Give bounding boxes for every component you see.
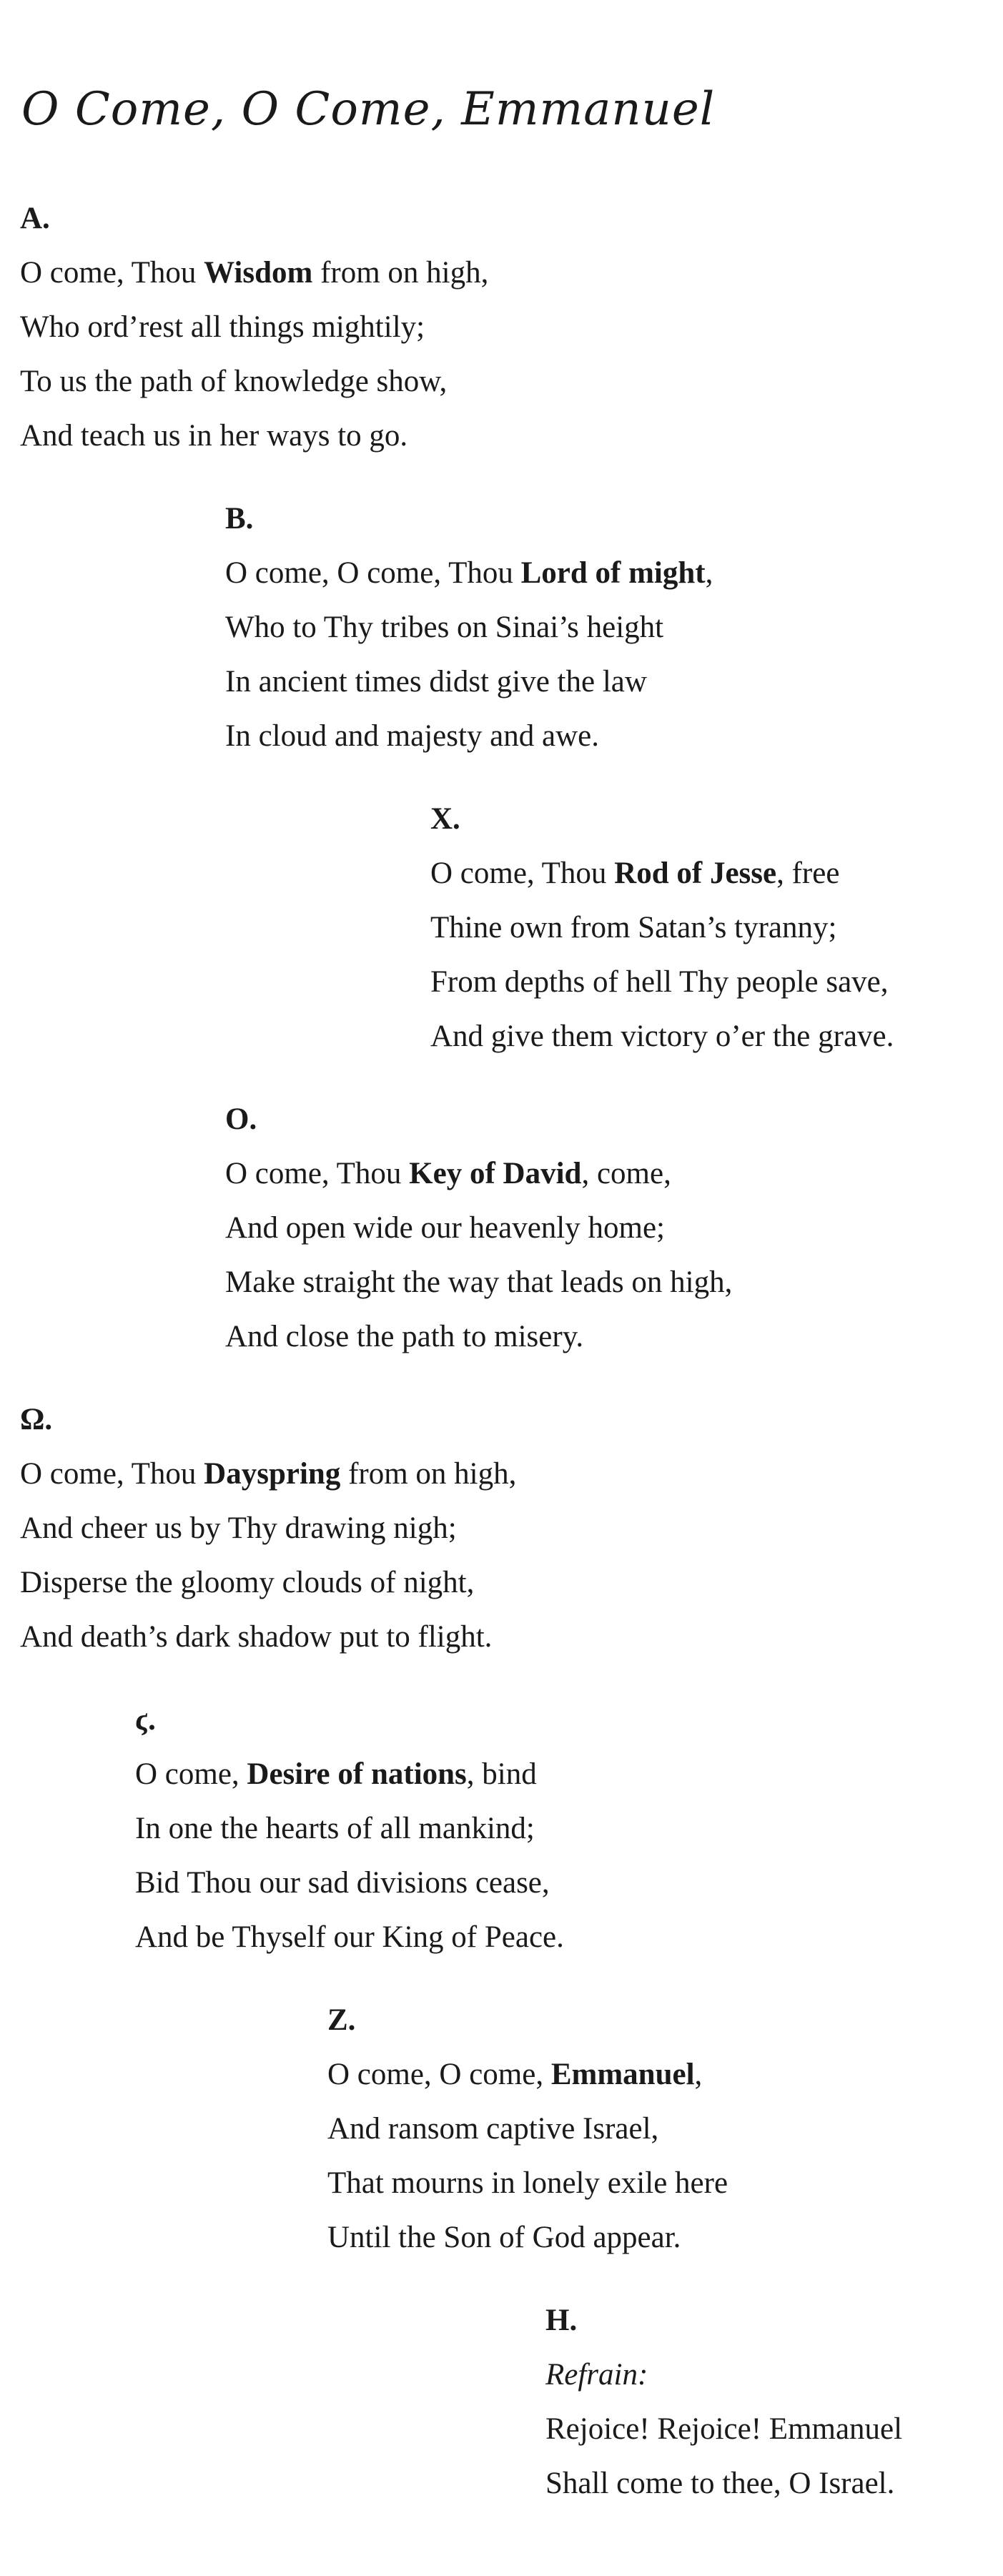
verse-line: Make straight the way that leads on high, — [225, 1265, 733, 1299]
stanza-label: B. — [225, 502, 254, 536]
verse-line: And cheer us by Thy drawing nigh; — [20, 1511, 457, 1545]
verse-line: Shall come to thee, O Israel. — [545, 2467, 895, 2500]
stanza-omega — [20, 1393, 516, 1664]
verse-line: And teach us in her ways to go. — [20, 419, 408, 453]
verse-line: O come, Thou Dayspring from on high, — [20, 1457, 517, 1491]
verse-line: And ransom captive Israel, — [327, 2112, 659, 2146]
verse-line: That mourns in lonely exile here — [327, 2166, 728, 2200]
verse-line: From depths of hell Thy people save, — [430, 965, 889, 999]
stanza-a — [20, 192, 488, 463]
verse-line: O come, Thou Rod of Jesse, free — [430, 857, 840, 890]
stanza-label: H. — [545, 2304, 578, 2337]
stanza-h-refrain — [545, 2294, 902, 2511]
page-title: O Come, O Come, Emmanuel — [21, 83, 716, 136]
refrain-label: Refrain: — [545, 2358, 648, 2392]
stanza-stigma — [135, 1693, 564, 1965]
verse-line: Thine own from Satan’s tyranny; — [430, 911, 837, 944]
verse-line: And close the path to misery. — [225, 1320, 584, 1353]
verse-line: Who ord’rest all things mightily; — [20, 310, 425, 344]
stanza-x — [430, 792, 894, 1064]
verse-line: O come, O come, Thou Lord of might, — [225, 556, 713, 590]
verse-line: And be Thyself our King of Peace. — [135, 1920, 564, 1954]
verse-line: And give them victory o’er the grave. — [430, 1020, 894, 1053]
stanza-label: ϛ. — [135, 1703, 156, 1737]
verse-line: In cloud and majesty and awe. — [225, 719, 599, 753]
verse-line: Who to Thy tribes on Sinai’s height — [225, 611, 664, 644]
verse-line: In ancient times didst give the law — [225, 665, 647, 699]
stanza-label: O. — [225, 1102, 257, 1136]
stanza-label: A. — [20, 202, 50, 235]
verse-line: Disperse the gloomy clouds of night, — [20, 1566, 475, 1599]
verse-line: And death’s dark shadow put to flight. — [20, 1620, 493, 1654]
verse-line: Bid Thou our sad divisions cease, — [135, 1866, 550, 1900]
verse-line: In one the hearts of all mankind; — [135, 1812, 535, 1845]
stanza-label: X. — [430, 802, 460, 836]
stanza-z — [327, 1993, 728, 2265]
verse-line: Rejoice! Rejoice! Emmanuel — [545, 2412, 903, 2446]
verse-line: To us the path of knowledge show, — [20, 365, 448, 398]
stanza-label: Ω. — [20, 1403, 53, 1436]
verse-line: O come, Desire of nations, bind — [135, 1757, 537, 1791]
verse-line: O come, O come, Emmanuel, — [327, 2058, 703, 2091]
stanza-b — [225, 492, 713, 764]
verse-line: Until the Son of God appear. — [327, 2221, 681, 2254]
verse-line: And open wide our heavenly home; — [225, 1211, 665, 1245]
stanza-o — [225, 1092, 732, 1364]
verse-line: O come, Thou Key of David, come, — [225, 1157, 671, 1190]
stanza-label: Z. — [327, 2003, 356, 2037]
verse-line: O come, Thou Wisdom from on high, — [20, 256, 489, 290]
